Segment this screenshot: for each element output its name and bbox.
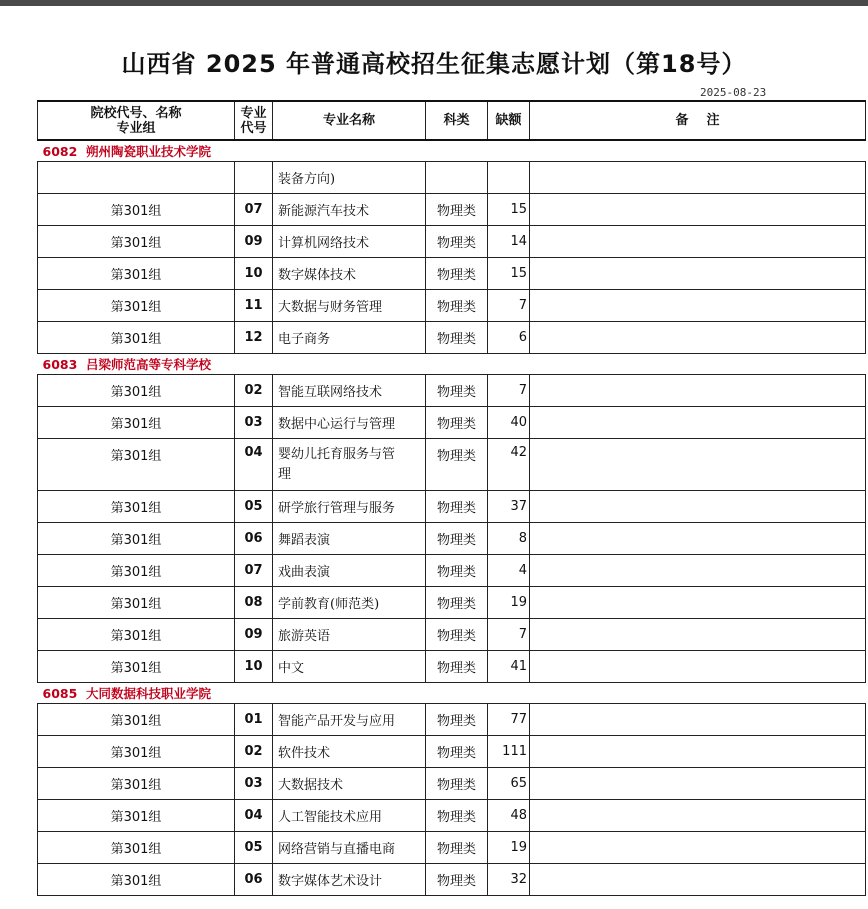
quota-cell: 6 <box>488 322 530 354</box>
quota-cell: 32 <box>488 864 530 896</box>
major-code-cell: 04 <box>235 800 273 832</box>
group-cell: 第301组 <box>38 832 235 864</box>
table-row <box>38 832 866 864</box>
group-cell: 第301组 <box>38 768 235 800</box>
document-date: 2025-08-23 <box>700 86 767 99</box>
note-cell <box>530 736 866 768</box>
major-name-cell: 计算机网络技术 <box>273 226 426 258</box>
table-header-row <box>38 101 866 140</box>
table-row <box>38 162 866 194</box>
quota-cell: 48 <box>488 800 530 832</box>
note-cell <box>530 375 866 407</box>
table-row <box>38 619 866 651</box>
group-cell: 第301组 <box>38 439 235 491</box>
header-code: 专业 代号 <box>235 101 273 140</box>
top-bar <box>0 0 868 6</box>
group-cell: 第301组 <box>38 523 235 555</box>
quota-cell: 77 <box>488 704 530 736</box>
major-name-cell: 婴幼儿托育服务与管 理 <box>273 439 426 491</box>
quota-cell: 8 <box>488 523 530 555</box>
category-cell: 物理类 <box>426 555 488 587</box>
group-cell: 第301组 <box>38 407 235 439</box>
major-name-cell: 大数据技术 <box>273 768 426 800</box>
table-row <box>38 704 866 736</box>
table-row <box>38 290 866 322</box>
group-cell: 第301组 <box>38 290 235 322</box>
quota-cell <box>488 162 530 194</box>
quota-cell: 42 <box>488 439 530 491</box>
group-cell: 第301组 <box>38 704 235 736</box>
note-cell <box>530 290 866 322</box>
group-cell: 第301组 <box>38 322 235 354</box>
header-quota: 缺额 <box>488 101 530 140</box>
note-cell <box>530 407 866 439</box>
note-cell <box>530 439 866 491</box>
major-name-cell: 学前教育(师范类) <box>273 587 426 619</box>
table-row <box>38 194 866 226</box>
major-name-cell: 大数据与财务管理 <box>273 290 426 322</box>
major-code-cell: 04 <box>235 439 273 491</box>
major-code-cell: 05 <box>235 832 273 864</box>
category-cell: 物理类 <box>426 322 488 354</box>
major-name-cell: 中文 <box>273 651 426 683</box>
major-code-cell: 07 <box>235 555 273 587</box>
quota-cell: 4 <box>488 555 530 587</box>
table-row <box>38 491 866 523</box>
group-cell: 第301组 <box>38 587 235 619</box>
major-code-cell: 12 <box>235 322 273 354</box>
major-code-cell: 09 <box>235 226 273 258</box>
table-row <box>38 587 866 619</box>
table-body <box>38 140 866 896</box>
note-cell <box>530 651 866 683</box>
note-cell <box>530 322 866 354</box>
major-name-cell: 网络营销与直播电商 <box>273 832 426 864</box>
major-name-cell: 新能源汽车技术 <box>273 194 426 226</box>
major-name-cell: 人工智能技术应用 <box>273 800 426 832</box>
note-cell <box>530 523 866 555</box>
major-name-cell: 旅游英语 <box>273 619 426 651</box>
group-cell: 第301组 <box>38 375 235 407</box>
quota-cell: 15 <box>488 194 530 226</box>
major-name-cell: 戏曲表演 <box>273 555 426 587</box>
major-code-cell: 11 <box>235 290 273 322</box>
note-cell <box>530 832 866 864</box>
table-row <box>38 375 866 407</box>
note-cell <box>530 555 866 587</box>
header-category: 科类 <box>426 101 488 140</box>
quota-cell: 40 <box>488 407 530 439</box>
quota-cell: 7 <box>488 290 530 322</box>
quota-cell: 41 <box>488 651 530 683</box>
group-cell: 第301组 <box>38 555 235 587</box>
table-row <box>38 555 866 587</box>
note-cell <box>530 491 866 523</box>
major-code-cell: 02 <box>235 375 273 407</box>
note-cell <box>530 258 866 290</box>
quota-cell: 15 <box>488 258 530 290</box>
major-code-cell: 06 <box>235 523 273 555</box>
category-cell: 物理类 <box>426 768 488 800</box>
group-cell: 第301组 <box>38 800 235 832</box>
quota-cell: 7 <box>488 375 530 407</box>
header-group: 院校代号、名称 专业组 <box>38 101 235 140</box>
school-name: 6085 大同数据科技职业学院 <box>38 683 866 704</box>
category-cell: 物理类 <box>426 375 488 407</box>
major-name-cell: 电子商务 <box>273 322 426 354</box>
note-cell <box>530 587 866 619</box>
table-row <box>38 800 866 832</box>
major-code-cell: 10 <box>235 258 273 290</box>
category-cell: 物理类 <box>426 523 488 555</box>
quota-cell: 7 <box>488 619 530 651</box>
major-code-cell: 08 <box>235 587 273 619</box>
note-cell <box>530 800 866 832</box>
category-cell: 物理类 <box>426 258 488 290</box>
major-code-cell: 05 <box>235 491 273 523</box>
group-cell: 第301组 <box>38 619 235 651</box>
table-row <box>38 864 866 896</box>
group-cell <box>38 162 235 194</box>
major-name-cell: 装备方向) <box>273 162 426 194</box>
page-title: 山西省 2025 年普通高校招生征集志愿计划（第18号） <box>121 50 747 78</box>
group-cell: 第301组 <box>38 258 235 290</box>
major-name-cell: 数字媒体技术 <box>273 258 426 290</box>
note-cell <box>530 226 866 258</box>
table-row <box>38 523 866 555</box>
category-cell: 物理类 <box>426 619 488 651</box>
category-cell: 物理类 <box>426 832 488 864</box>
major-name-cell: 软件技术 <box>273 736 426 768</box>
major-code-cell: 01 <box>235 704 273 736</box>
category-cell: 物理类 <box>426 800 488 832</box>
major-code-cell: 10 <box>235 651 273 683</box>
category-cell: 物理类 <box>426 736 488 768</box>
table-row <box>38 322 866 354</box>
major-name-cell: 数字媒体艺术设计 <box>273 864 426 896</box>
major-code-cell: 07 <box>235 194 273 226</box>
note-cell <box>530 162 866 194</box>
major-code-cell: 03 <box>235 407 273 439</box>
school-name: 6082 朔州陶瓷职业技术学院 <box>38 140 866 162</box>
table-row <box>38 768 866 800</box>
category-cell: 物理类 <box>426 290 488 322</box>
note-cell <box>530 704 866 736</box>
table-row <box>38 226 866 258</box>
group-cell: 第301组 <box>38 651 235 683</box>
quota-cell: 19 <box>488 832 530 864</box>
table-row <box>38 651 866 683</box>
note-cell <box>530 768 866 800</box>
quota-cell: 111 <box>488 736 530 768</box>
category-cell: 物理类 <box>426 704 488 736</box>
table-row <box>38 258 866 290</box>
note-cell <box>530 864 866 896</box>
major-name-cell: 数据中心运行与管理 <box>273 407 426 439</box>
quota-cell: 65 <box>488 768 530 800</box>
major-code-cell: 06 <box>235 864 273 896</box>
group-cell: 第301组 <box>38 194 235 226</box>
table-row <box>38 736 866 768</box>
category-cell: 物理类 <box>426 226 488 258</box>
major-name-cell: 智能产品开发与应用 <box>273 704 426 736</box>
group-cell: 第301组 <box>38 491 235 523</box>
quota-cell: 37 <box>488 491 530 523</box>
major-code-cell <box>235 162 273 194</box>
category-cell: 物理类 <box>426 491 488 523</box>
category-cell: 物理类 <box>426 864 488 896</box>
quota-cell: 14 <box>488 226 530 258</box>
group-cell: 第301组 <box>38 226 235 258</box>
note-cell <box>530 619 866 651</box>
school-header-row <box>38 683 866 704</box>
school-name: 6083 吕梁师范高等专科学校 <box>38 354 866 375</box>
table-row <box>38 407 866 439</box>
category-cell: 物理类 <box>426 587 488 619</box>
major-code-cell: 09 <box>235 619 273 651</box>
category-cell: 物理类 <box>426 194 488 226</box>
group-cell: 第301组 <box>38 736 235 768</box>
header-major: 专业名称 <box>273 101 426 140</box>
school-header-row <box>38 140 866 162</box>
quota-cell: 19 <box>488 587 530 619</box>
category-cell <box>426 162 488 194</box>
major-name-cell: 研学旅行管理与服务 <box>273 491 426 523</box>
category-cell: 物理类 <box>426 407 488 439</box>
header-note: 备 注 <box>530 101 866 140</box>
school-header-row <box>38 354 866 375</box>
category-cell: 物理类 <box>426 651 488 683</box>
major-code-cell: 03 <box>235 768 273 800</box>
enrollment-plan-table <box>37 100 866 896</box>
category-cell: 物理类 <box>426 439 488 491</box>
major-name-cell: 舞蹈表演 <box>273 523 426 555</box>
table-row <box>38 439 866 491</box>
group-cell: 第301组 <box>38 864 235 896</box>
note-cell <box>530 194 866 226</box>
major-code-cell: 02 <box>235 736 273 768</box>
major-name-cell: 智能互联网络技术 <box>273 375 426 407</box>
